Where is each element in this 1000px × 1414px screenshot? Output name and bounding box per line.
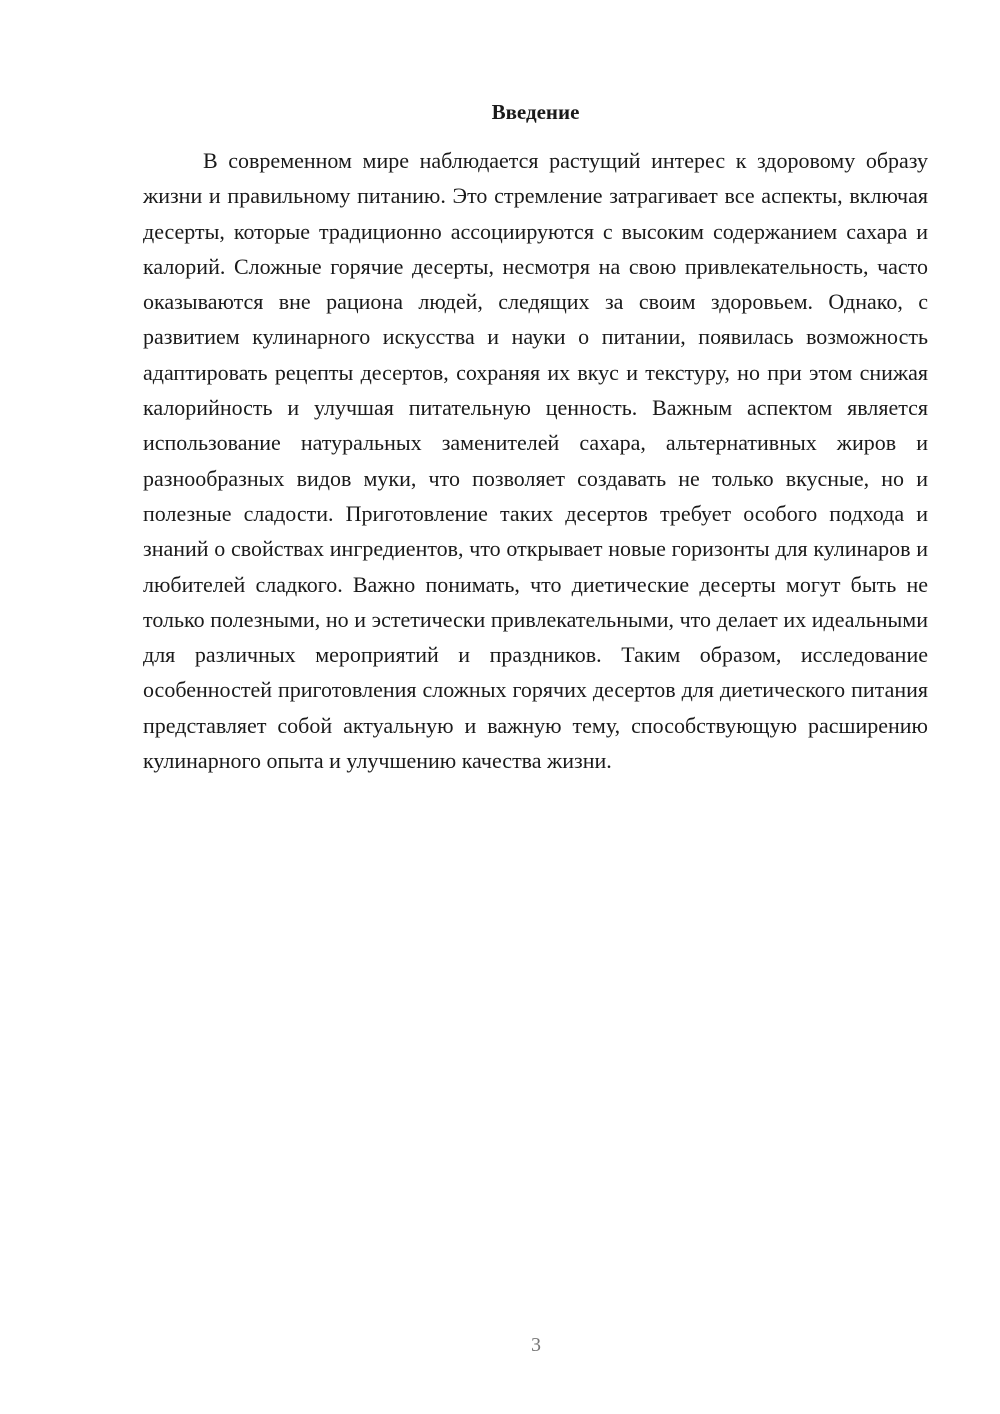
body-paragraph: В современном мире наблюдается растущий интерес к здоровому образу жизни и правильному питанию. Это стремление затрагивает все аспекты, включая десерты, которые традиционно ассоциируются с высоким содержанием сахара и калорий. Сложные горячие десерты, несмотря на свою привлекательность, часто оказываются вне рациона людей, следящих за своим здоровьем. Однако, с развитием кулинарного искусства и науки о питании, появилась возможность адаптировать рецепты десертов, сохраняя их вкус и текстуру, но при этом снижая калорийность и улучшая питательную ценность. Важным аспектом является использование натуральных заменителей сахара, альтернативных жиров и разнообразных видов муки, что позволяет создавать не только вкусные, но и полезные сладости. Приготовление таких десертов требует особого подхода и знаний о свойствах ингредиентов, что открывает новые горизонты для кулинаров и любителей сладкого. Важно понимать, что диетические десерты могут быть не только полезными, но и эстетически привлекательными, что делает их идеальными для различных мероприятий и праздников. Таким образом, исследование особенностей приготовления сложных горячих десертов для диетического питания представляет собой актуальную и важную тему, способствующую расширению кулинарного опыта и улучшению качества жизни.: [143, 148, 928, 774]
page-number: 3: [531, 1334, 541, 1356]
section-heading: Введение: [491, 100, 580, 124]
